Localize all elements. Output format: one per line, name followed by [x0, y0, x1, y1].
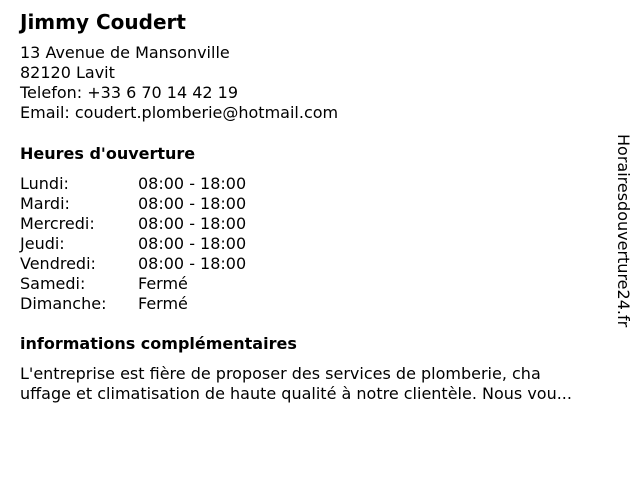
contact-block [20, 43, 338, 123]
email-line: Email: coudert.plomberie@hotmail.com [20, 103, 339, 122]
hours-row-friday [20, 254, 320, 274]
hours-day: Lundi: [20, 174, 69, 193]
hours-day: Vendredi: [20, 254, 96, 273]
hours-row-saturday [20, 274, 320, 294]
hours-row-thursday [20, 234, 320, 254]
hours-day: Mardi: [20, 194, 70, 213]
site-watermark: Horairesdouverture24.fr [614, 134, 633, 328]
opening-hours-table [20, 174, 320, 314]
hours-time: 08:00 - 18:00 [138, 234, 247, 253]
hours-time: 08:00 - 18:00 [138, 254, 247, 273]
hours-time: 08:00 - 18:00 [138, 194, 247, 213]
hours-row-monday [20, 174, 320, 194]
info-heading: informations complémentaires [20, 334, 297, 353]
hours-time: 08:00 - 18:00 [138, 174, 247, 193]
description-line: L'entreprise est fière de proposer des services de plomberie, cha [20, 364, 541, 383]
hours-day: Mercredi: [20, 214, 95, 233]
hours-heading: Heures d'ouverture [20, 144, 196, 163]
business-name: Jimmy Coudert [20, 10, 186, 34]
hours-day: Dimanche: [20, 294, 107, 313]
hours-row-sunday [20, 294, 320, 314]
hours-time: Fermé [138, 274, 188, 293]
description-line: uffage et climatisation de haute qualité à notre clientèle. Nous vou... [20, 384, 572, 403]
hours-time: Fermé [138, 294, 188, 313]
hours-row-tuesday [20, 194, 320, 214]
address-line-city: 82120 Lavit [20, 63, 115, 82]
hours-day: Samedi: [20, 274, 86, 293]
description-text [20, 364, 620, 404]
hours-time: 08:00 - 18:00 [138, 214, 247, 233]
phone-line: Telefon: +33 6 70 14 42 19 [20, 83, 239, 102]
hours-day: Jeudi: [20, 234, 65, 253]
address-line-street: 13 Avenue de Mansonville [20, 43, 230, 62]
hours-row-wednesday [20, 214, 320, 234]
